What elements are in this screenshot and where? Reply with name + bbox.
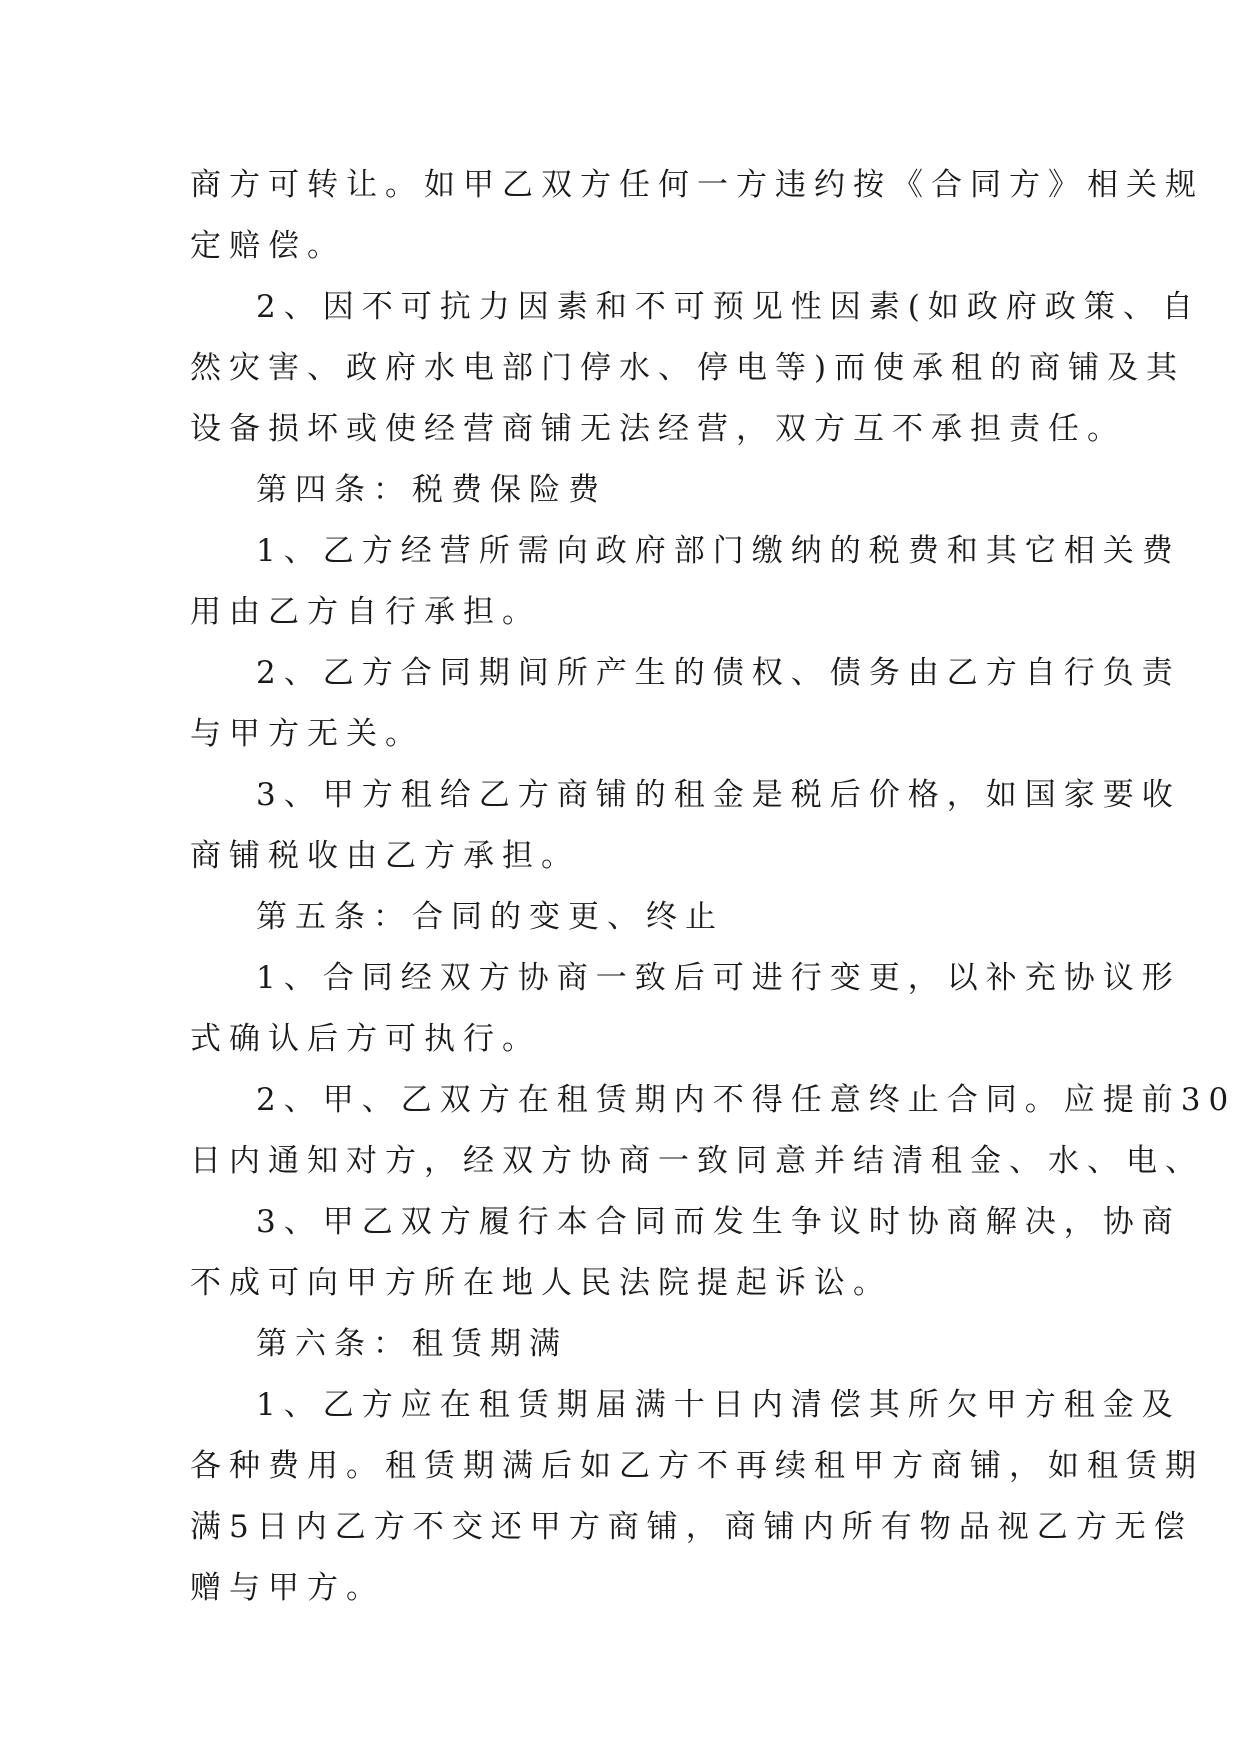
text-line: 不成可向甲方所在地人民法院提起诉讼。 — [190, 1265, 892, 1301]
document-body — [190, 155, 1237, 1619]
text-line: 2、甲、乙双方在租赁期内不得任意终止合同。应提前30 — [256, 1082, 1237, 1118]
text-line: 与甲方无关。 — [190, 716, 424, 752]
section-heading: 第六条：租赁期满 — [256, 1326, 568, 1362]
section-heading: 第四条：税费保险费 — [256, 472, 607, 508]
text-line: 定赔偿。 — [190, 228, 346, 264]
text-line: 设备损坏或使经营商铺无法经营，双方互不承担责任。 — [190, 411, 1126, 447]
section-heading: 第五条：合同的变更、终止 — [256, 899, 724, 935]
text-line: 1、合同经双方协商一致后可进行变更，以补充协议形 — [256, 960, 1181, 996]
text-line: 3、甲乙双方履行本合同而发生争议时协商解决，协商 — [256, 1204, 1181, 1240]
text-line: 1、乙方应在租赁期届满十日内清偿其所欠甲方租金及 — [256, 1387, 1181, 1423]
text-line: 2、因不可抗力因素和不可预见性因素(如政府政策、自 — [256, 289, 1201, 325]
text-line: 2、乙方合同期间所产生的债权、债务由乙方自行负责 — [256, 655, 1181, 691]
text-line: 赠与甲方。 — [190, 1570, 385, 1606]
text-line: 日内通知对方，经双方协商一致同意并结清租金、水、电、 — [190, 1143, 1204, 1179]
text-line: 然灾害、政府水电部门停水、停电等)而使承租的商铺及其 — [190, 350, 1186, 386]
text-line: 满5日内乙方不交还甲方商铺，商铺内所有物品视乙方无偿 — [190, 1509, 1193, 1545]
text-line: 用由乙方自行承担。 — [190, 594, 541, 630]
text-line: 商铺税收由乙方承担。 — [190, 838, 580, 874]
text-line: 式确认后方可执行。 — [190, 1021, 541, 1057]
text-line: 3、甲方租给乙方商铺的租金是税后价格，如国家要收 — [256, 777, 1181, 813]
text-line: 1、乙方经营所需向政府部门缴纳的税费和其它相关费 — [256, 533, 1181, 569]
text-line: 商方可转让。如甲乙双方任何一方违约按《合同方》相关规 — [190, 167, 1204, 203]
text-line: 各种费用。租赁期满后如乙方不再续租甲方商铺，如租赁期 — [190, 1448, 1204, 1484]
